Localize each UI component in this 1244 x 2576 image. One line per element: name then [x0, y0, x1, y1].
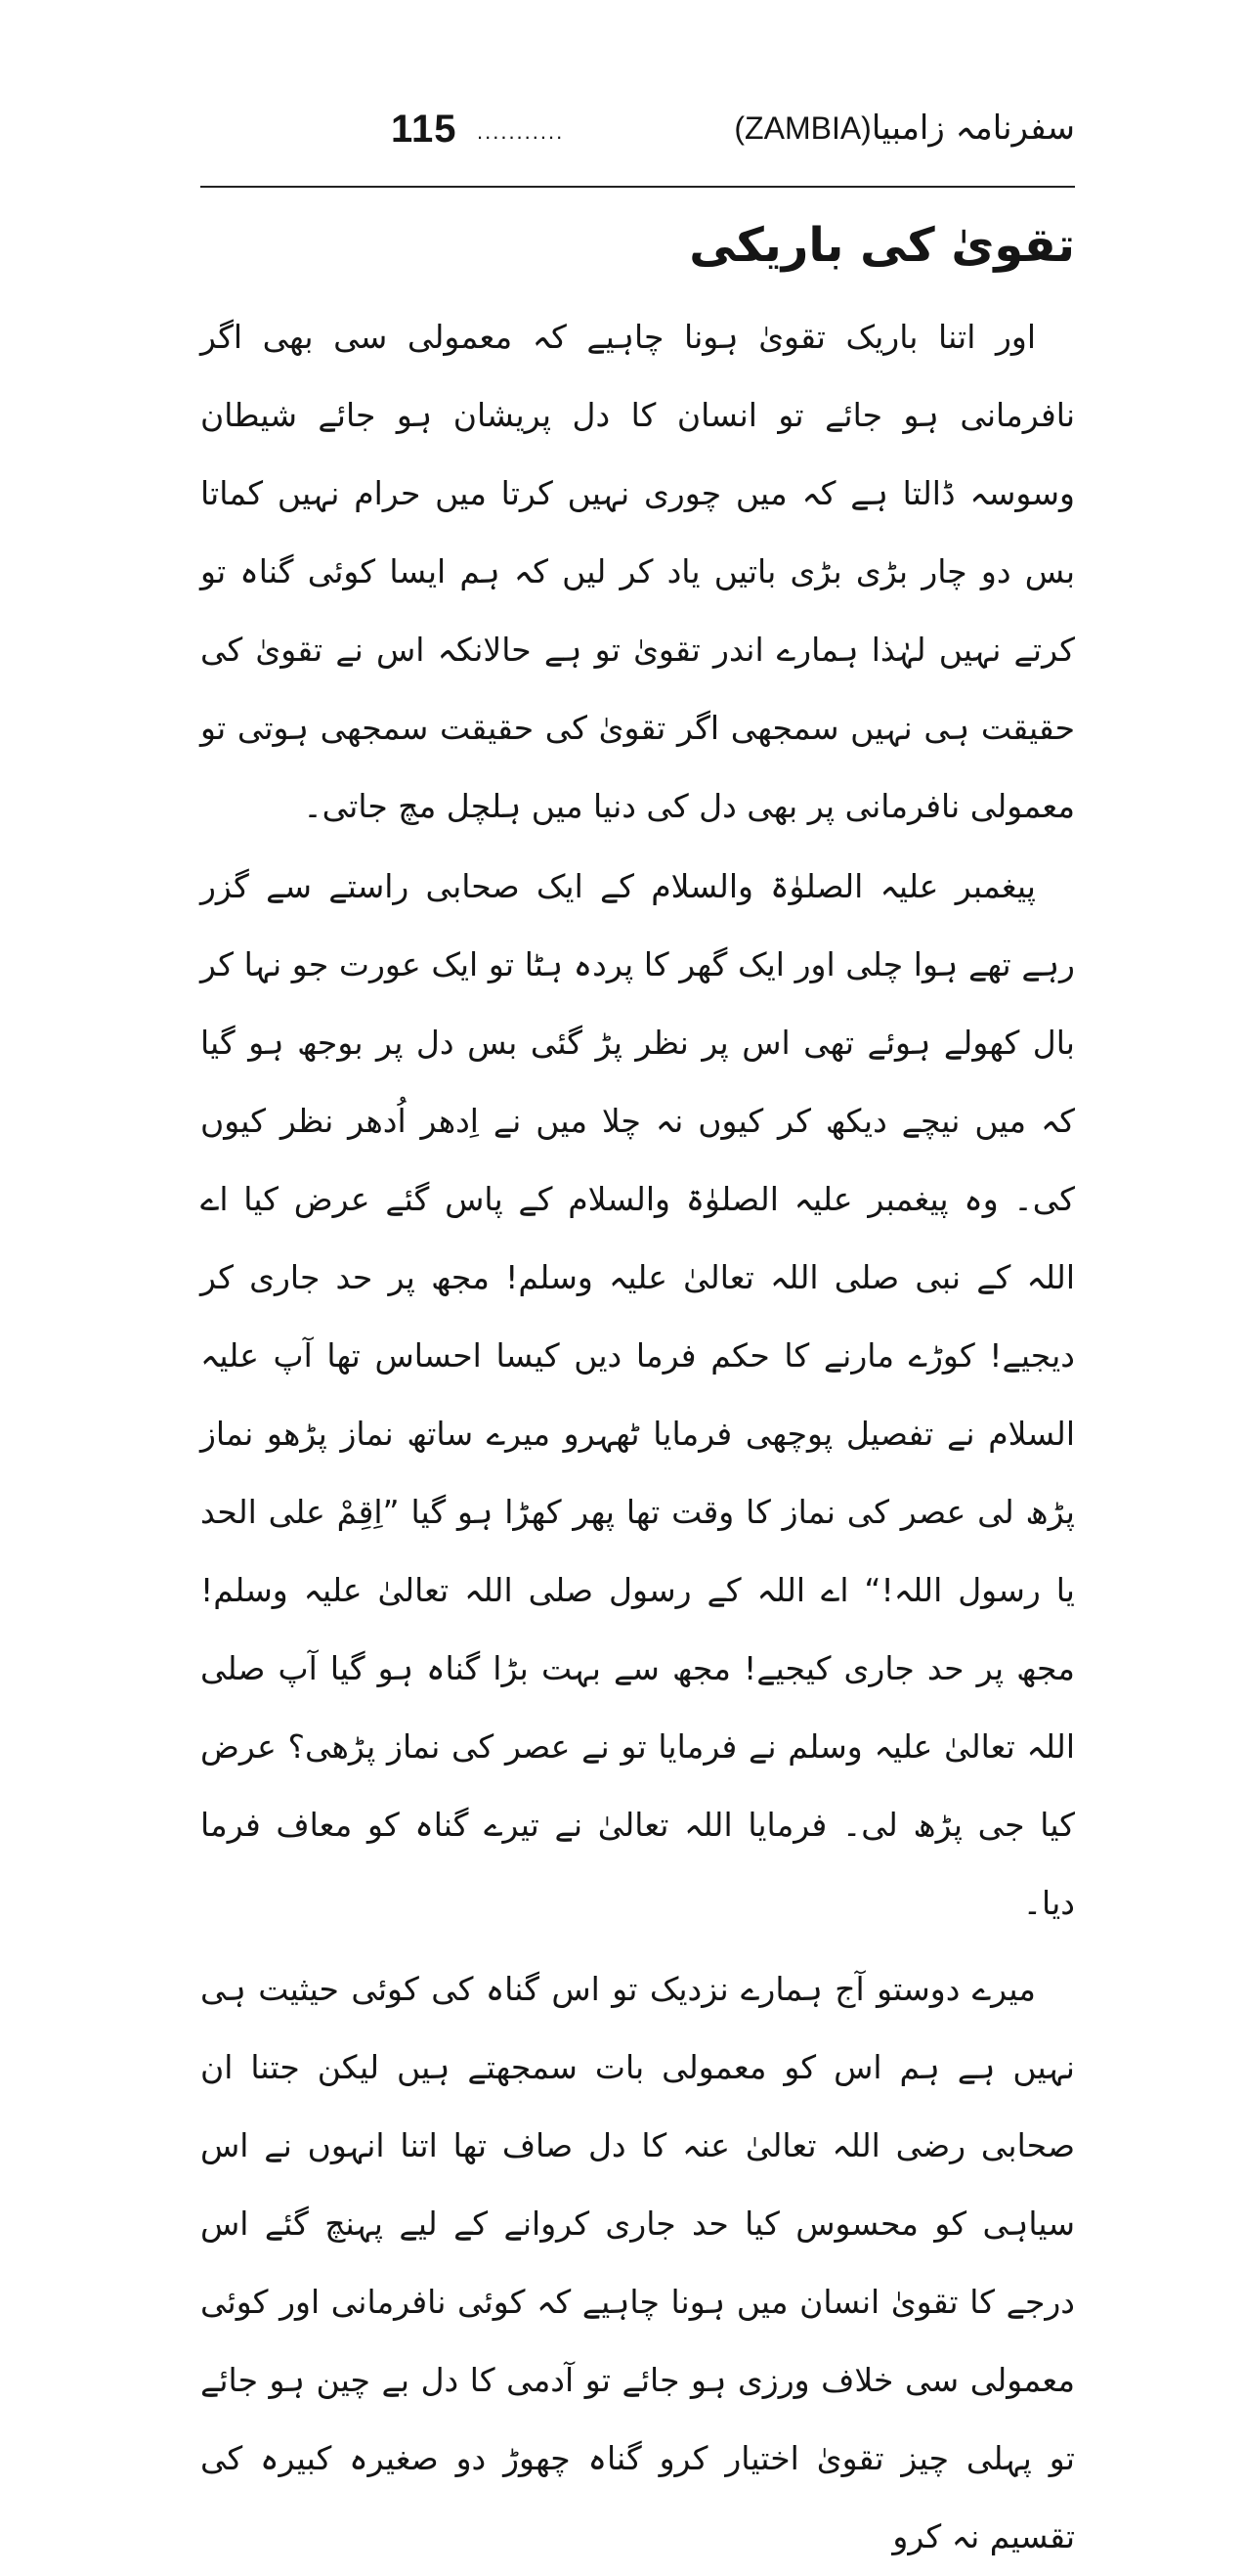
page-number: 115 [391, 108, 457, 151]
paragraph: پیغمبر علیہ الصلوٰۃ والسلام کے ایک صحابی راستے سے گزر رہے تھے ہوا چلی اور ایک گھر کا پردہ ہٹا تو ایک عورت جو نہا کر بال کھولے ہوئے تھی اس پر نظر پڑ گئی بس دل پر بوجھ ہو گیا کہ میں نیچے دیکھ کر کیوں نہ چلا میں نے اِدھر اُدھر نظر کیوں کی۔ وہ پیغمبر علیہ الصلوٰۃ والسلام کے پاس گئے عرض کیا اے اللہ کے نبی صلی اللہ تعالیٰ علیہ وسلم! مجھ پر حد جاری کر دیجیے! کوڑے مارنے کا حکم فرما دیں کیسا احساس تھا آپ علیہ السلام نے تفصیل پوچھی فرمایا ٹھہرو میرے ساتھ نماز پڑھو نماز پڑھ لی عصر کی نماز کا وقت تھا پھر کھڑا ہو گیا ”اِقِمْ علی الحد یا رسول اللہ!“ اے اللہ کے رسول صلی اللہ تعالیٰ علیہ وسلم! مجھ پر حد جاری کیجیے! مجھ سے بہت بڑا گناہ ہو گیا آپ صلی اللہ تعالیٰ علیہ وسلم نے فرمایا تو نے عصر کی نماز پڑھی؟ عرض کیا جی پڑھ لی۔ فرمایا اللہ تعالیٰ نے تیرے گناہ کو معاف فرما دیا۔ [200, 867, 1075, 1922]
paragraph: اور اتنا باریک تقویٰ ہونا چاہیے کہ معمولی سی بھی اگر نافرمانی ہو جائے تو انسان کا دل پریشان ہو جائے شیطان وسوسہ ڈالتا ہے کہ میں چوری نہیں کرتا میں حرام نہیں کماتا بس دو چار بڑی بڑی باتیں یاد کر لیں کہ ہم ایسا کوئی گناہ تو کرتے نہیں لہٰذا ہمارے اندر تقویٰ تو ہے حالانکہ اس نے تقویٰ کی حقیقت ہی نہیں سمجھی اگر تقویٰ کی حقیقت سمجھی ہوتی تو معمولی نافرمانی پر بھی دل کی دنیا میں ہلچل مچ جاتی۔ [200, 318, 1075, 825]
paragraph: میرے دوستو آج ہمارے نزدیک تو اس گناہ کی کوئی حیثیت ہی نہیں ہے ہم اس کو معمولی بات سمجھتے ہیں لیکن جتنا ان صحابی رضی اللہ تعالیٰ عنہ کا دل صاف تھا اتنا انہوں نے اس سیاہی کو محسوس کیا حد جاری کروانے کے لیے پہنچ گئے اس درجے کا تقویٰ انسان میں ہونا چاہیے کہ کوئی نافرمانی اور کوئی معمولی سی خلاف ورزی ہو جائے تو آدمی کا دل بے چین ہو جائے تو پہلی چیز تقویٰ اختیار کرو گناہ چھوڑ دو صغیرہ کبیرہ کی تقسیم نہ کرو [200, 1970, 1075, 2555]
running-title-urdu: سفرنامہ زامبیا [871, 109, 1075, 148]
dot-leader: ........... [477, 119, 565, 144]
page-body [200, 200, 1075, 2576]
header-rule [200, 186, 1075, 188]
running-header [200, 106, 1075, 164]
section-heading: تقویٰ کی باریکی [689, 218, 1075, 273]
running-title-latin: (ZAMBIA) [734, 110, 872, 146]
running-title [734, 108, 1075, 148]
